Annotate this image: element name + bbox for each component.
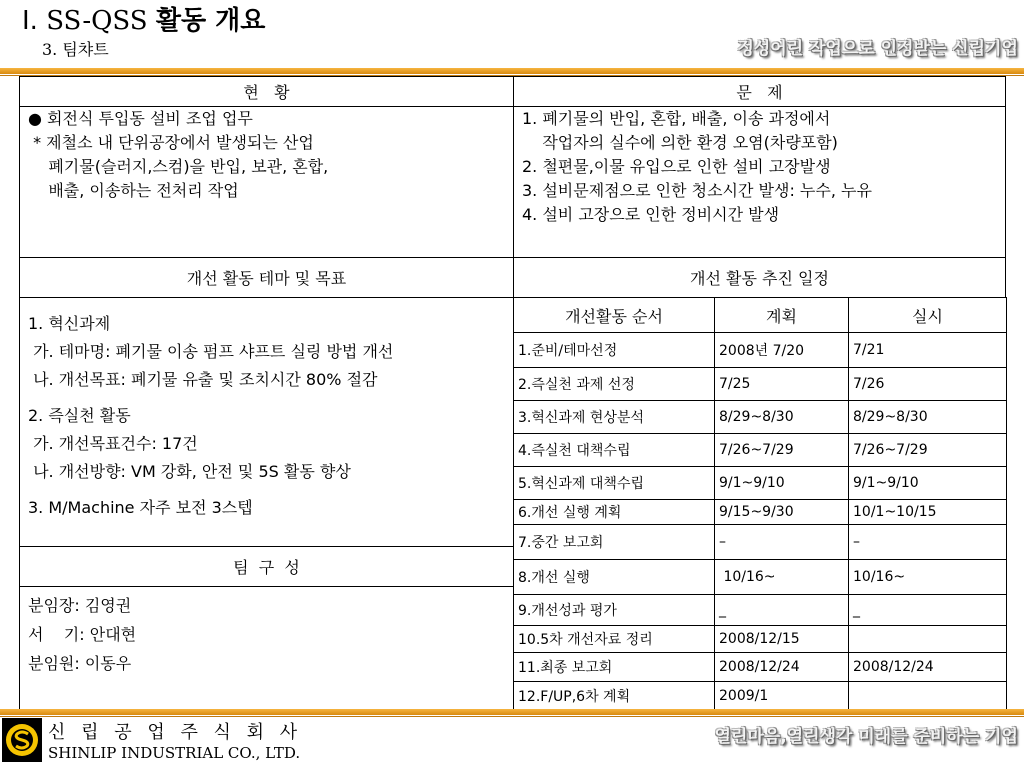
actual-cell: _	[849, 595, 1007, 626]
theme-body	[19, 297, 514, 547]
actual-cell: 7/21	[849, 333, 1007, 368]
table-row	[514, 653, 1007, 682]
plan-cell: 2008/12/15	[715, 626, 849, 653]
status-body	[19, 106, 514, 258]
theme-line: 1. 혁신과제	[28, 314, 111, 333]
plan-cell: 7/25	[715, 368, 849, 401]
plan-cell: 9/1~9/10	[715, 467, 849, 500]
theme-line: 나. 개선방향: VM 강화, 안전 및 5S 활동 향상	[28, 462, 351, 481]
step-cell: 11.최종 보고회	[514, 653, 715, 682]
table-row	[514, 368, 1007, 401]
table-header-row	[514, 298, 1007, 333]
shinlip-logo-icon	[2, 718, 42, 762]
actual-cell: 10/16~	[849, 560, 1007, 595]
column-header: 계획	[715, 298, 849, 333]
actual-cell: 8/29~8/30	[849, 401, 1007, 434]
actual-cell: 9/1~9/10	[849, 467, 1007, 500]
schedule-table	[513, 297, 1006, 711]
theme-line: 나. 개선목표: 폐기물 유출 및 조치시간 80% 절감	[28, 370, 378, 389]
step-cell: 2.즉실천 과제 선정	[514, 368, 715, 401]
title-prefix: Ⅰ.	[22, 6, 38, 36]
status-header: 현 황	[19, 76, 514, 107]
problem-line: 4. 설비 고장으로 인한 정비시간 발생	[522, 205, 780, 224]
actual-cell: –	[849, 525, 1007, 560]
actual-cell: 7/26	[849, 368, 1007, 401]
table-row	[514, 626, 1007, 653]
step-cell: 6.개선 실행 계획	[514, 500, 715, 525]
footer-slogan: 열린마음,열린생각 미래를 준비하는 기업	[714, 727, 1018, 747]
team-line: 분임장: 김영권	[28, 596, 132, 615]
plan-cell: _	[715, 595, 849, 626]
problem-line: 3. 설비문제점으로 인한 청소시간 발생: 누수, 누유	[522, 181, 872, 200]
column-header: 실시	[849, 298, 1007, 333]
status-line: 폐기물(슬러지,스컴)을 반입, 보관, 혼합,	[28, 157, 329, 176]
step-cell: 4.즉실천 대책수립	[514, 434, 715, 467]
problem-line: 2. 철편물,이물 유입으로 인한 설비 고장발생	[522, 157, 831, 176]
page-title	[22, 4, 265, 38]
step-cell: 7.중간 보고회	[514, 525, 715, 560]
theme-line: 3. M/Machine 자주 보전 3스텝	[28, 498, 253, 517]
status-line: ● 회전식 투입동 설비 조업 업무	[28, 109, 253, 128]
title-korean: 활동 개요	[155, 6, 266, 36]
column-header: 개선활동 순서	[514, 298, 715, 333]
plan-cell: –	[715, 525, 849, 560]
company-name-korean: 신 립 공 업 주 식 회 사	[48, 722, 303, 743]
actual-cell: 2008/12/24	[849, 653, 1007, 682]
team-line: 분임원: 이동우	[28, 654, 132, 673]
plan-cell: 7/26~7/29	[715, 434, 849, 467]
actual-cell: 7/26~7/29	[849, 434, 1007, 467]
title-latin: SS-QSS	[46, 6, 148, 36]
table-row	[514, 560, 1007, 595]
table-row	[514, 682, 1007, 711]
step-cell: 5.혁신과제 대책수립	[514, 467, 715, 500]
header-slogan: 정성어린 작업으로 인정받는 신립기업	[737, 39, 1018, 59]
team-line: 서 기: 안대현	[28, 625, 137, 644]
step-cell: 10.5차 개선자료 정리	[514, 626, 715, 653]
page-subtitle: 3. 팀챠트	[42, 40, 109, 59]
actual-cell: 10/1~10/15	[849, 500, 1007, 525]
actual-cell	[849, 626, 1007, 653]
status-line: * 제철소 내 단위공장에서 발생되는 산업	[28, 133, 314, 152]
status-line: 배출, 이송하는 전처리 작업	[28, 181, 239, 200]
table-row	[514, 467, 1007, 500]
step-cell: 9.개선성과 평가	[514, 595, 715, 626]
plan-cell: 8/29~8/30	[715, 401, 849, 434]
theme-line: 가. 개선목표건수: 17건	[28, 434, 198, 453]
header-divider-bar	[0, 68, 1024, 74]
step-cell: 12.F/UP,6차 계획	[514, 682, 715, 711]
actual-cell	[849, 682, 1007, 711]
table-row	[514, 525, 1007, 560]
problem-header: 문 제	[513, 76, 1006, 107]
footer-divider-bar	[0, 709, 1024, 715]
team-body	[19, 586, 514, 710]
plan-cell: 2009/1	[715, 682, 849, 711]
team-header: 팀 구 성	[19, 546, 514, 587]
table-row	[514, 333, 1007, 368]
footer-divider-line	[0, 716, 1024, 717]
table-row	[514, 434, 1007, 467]
table-row	[514, 401, 1007, 434]
schedule-header: 개선 활동 추진 일정	[513, 257, 1006, 298]
theme-header: 개선 활동 테마 및 목표	[19, 257, 514, 298]
step-cell: 8.개선 실행	[514, 560, 715, 595]
table-row	[514, 595, 1007, 626]
problem-line: 1. 폐기물의 반입, 혼합, 배출, 이송 과정에서	[522, 109, 831, 128]
plan-cell: 10/16~	[715, 560, 849, 595]
step-cell: 3.혁신과제 현상분석	[514, 401, 715, 434]
plan-cell: 9/15~9/30	[715, 500, 849, 525]
plan-cell: 2008년 7/20	[715, 333, 849, 368]
theme-line: 가. 테마명: 폐기물 이송 펌프 샤프트 실링 방법 개선	[28, 342, 394, 361]
problem-line: 작업자의 실수에 의한 환경 오염(차량포함)	[522, 133, 838, 152]
step-cell: 1.준비/테마선정	[514, 333, 715, 368]
plan-cell: 2008/12/24	[715, 653, 849, 682]
company-name-english: SHINLIP INDUSTRIAL CO., LTD.	[48, 744, 301, 762]
theme-line: 2. 즉실천 활동	[28, 406, 131, 425]
table-row	[514, 500, 1007, 525]
problem-body	[513, 106, 1006, 258]
